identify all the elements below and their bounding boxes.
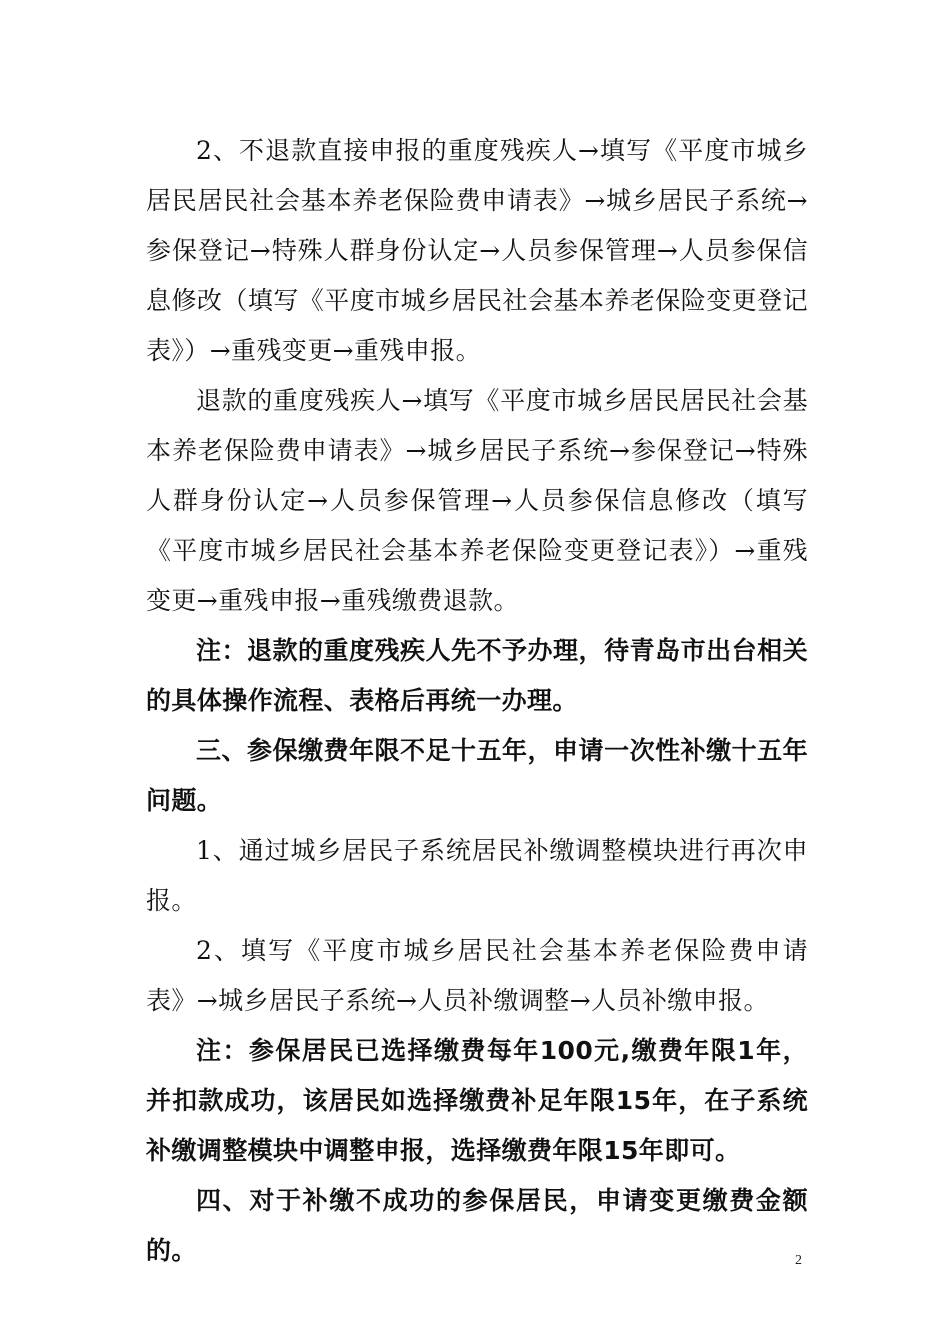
paragraph-severe-disability-no-refund: 2、不退款直接申报的重度残疾人→填写《平度市城乡居民居民社会基本养老保险费申请表》→城乡居民子系统→参保登记→特殊人群身份认定→人员参保管理→人员参保信息修改（填写《平度市城乡居民社会基本养老保险变更登记表》）→重残变更→重残申报。 <box>146 136 808 365</box>
page-number: 2 <box>795 1253 802 1268</box>
document-body <box>146 126 808 1276</box>
paragraph-severe-disability-refund: 退款的重度残疾人→填写《平度市城乡居民居民社会基本养老保险费申请表》→城乡居民子系统→参保登记→特殊人群身份认定→人员参保管理→人员参保信息修改（填写《平度市城乡居民社会基本养老保险变更登记表》）→重残变更→重残申报→重残缴费退款。 <box>146 386 808 615</box>
section-heading-four: 四、对于补缴不成功的参保居民，申请变更缴费金额的。 <box>146 1186 808 1265</box>
paragraph-step-one: 1、通过城乡居民子系统居民补缴调整模块进行再次申报。 <box>146 836 808 915</box>
note-payment-adjustment: 注：参保居民已选择缴费每年100元,缴费年限1年，并扣款成功，该居民如选择缴费补足年限15年，在子系统补缴调整模块中调整申报，选择缴费年限15年即可。 <box>146 1036 808 1165</box>
paragraph-step-two: 2、填写《平度市城乡居民社会基本养老保险费申请表》→城乡居民子系统→人员补缴调整→人员补缴申报。 <box>146 936 808 1015</box>
note-refund-pending: 注：退款的重度残疾人先不予办理，待青岛市出台相关的具体操作流程、表格后再统一办理。 <box>146 636 808 715</box>
section-heading-three: 三、参保缴费年限不足十五年，申请一次性补缴十五年问题。 <box>146 736 808 815</box>
